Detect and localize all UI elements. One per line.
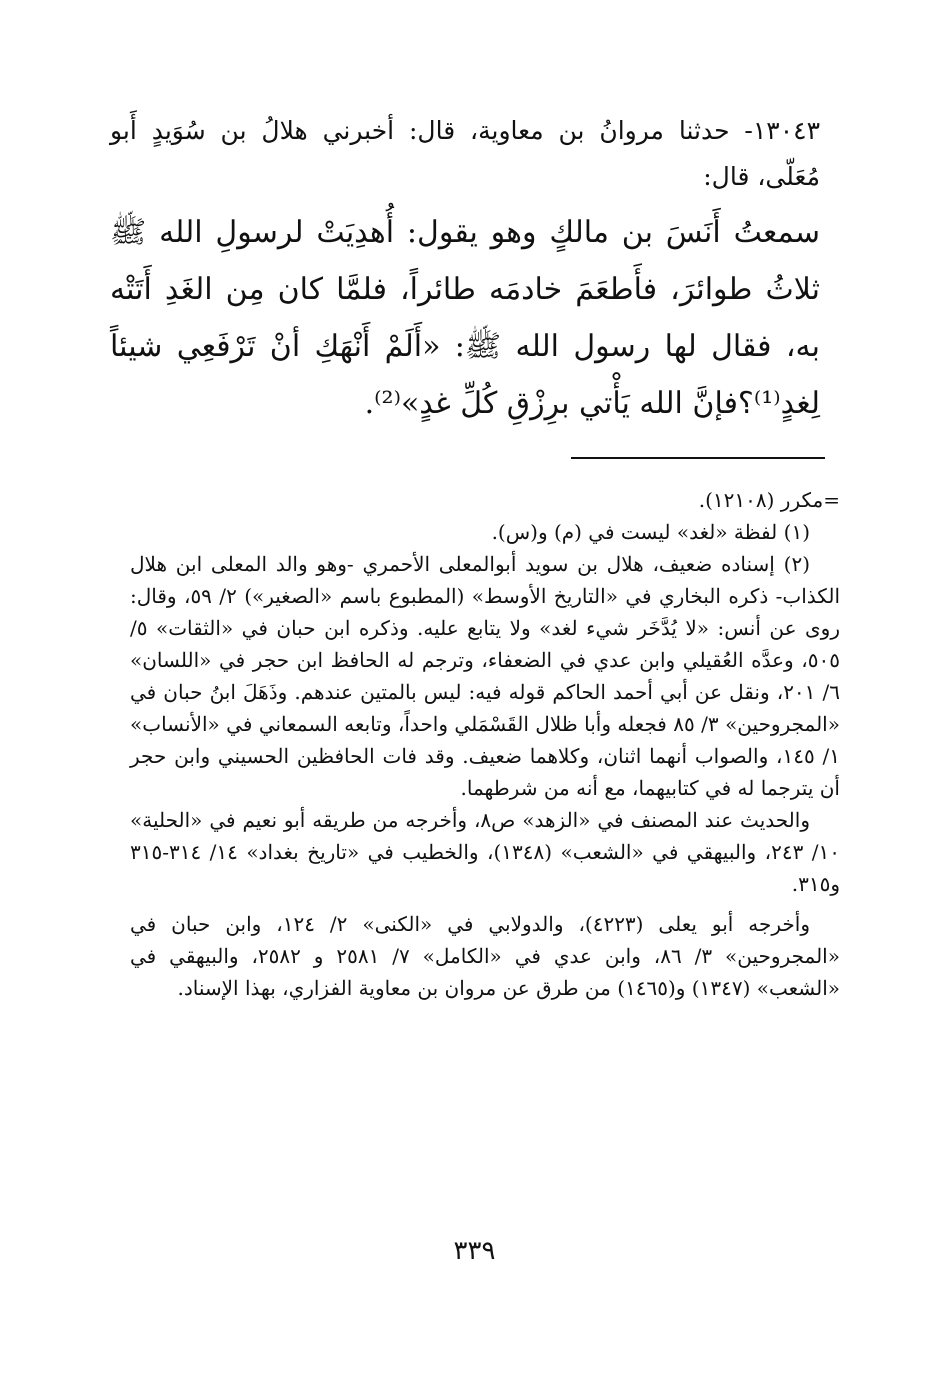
footnote-continuation: =مكرر (١٢١٠٨). [698, 488, 840, 512]
footnote-1: (١) لفظة «لغد» ليست في (م) و(س). [491, 520, 810, 544]
footnotes [130, 484, 840, 1004]
page-number: ٣٣٩ [453, 1236, 496, 1266]
hadith-text: سمعتُ أَنَسَ بن مالكٍ وهو يقول: أُهدِيَتْ لرسولِ الله ﷺ ثلاثُ طوائرَ، فأَطعَمَ خادمَه طائراً، فلمَّا كان مِن الغَدِ أَتَتْه به، فقال لها رسول الله ﷺ: «أَلَمْ أَنْهَكِ أنْ تَرْفَعِي شيئاً لِغدٍ⁽¹⁾؟فإنَّ الله يَأْتي برِزْقِ كُلِّ غدٍ»⁽²⁾. [110, 215, 820, 421]
footnote-2-further-sources: وأخرجه أبو يعلى (٤٢٢٣)، والدولابي في «الكنى» ٢/ ١٢٤، وابن حبان في «المجروحين» ٣/ ٨٦، وابن عدي في «الكامل» ٧/ ٢٥٨١ و ٢٥٨٢، والبيهقي في «الشعب» (١٣٤٧) و(١٤٦٥) من طرق عن مروان بن معاوية الفزاري، بهذا الإسناد. [130, 912, 840, 1000]
footnote-2: (٢) إسناده ضعيف، هلال بن سويد أبوالمعلى الأحمري -وهو والد المعلى ابن هلال الكذاب- ذكره البخاري في «التاريخ الأوسط» (المطبوع باسم «الصغير») ٢/ ٥٩، وقال: روى عن أنس: «لا يُدَّخَر شيء لغد» ولا يتابع عليه. وذكره ابن حبان في «الثقات» ٥/ ٥٠٥، وعدَّه العُقيلي وابن عدي في الضعفاء، وترجم له الحافظ ابن حجر في «اللسان» ٦/ ٢٠١، ونقل عن أبي أحمد الحاكم قوله فيه: ليس بالمتين عندهم. وذَهَلَ ابنُ حبان في «المجروحين» ٣/ ٨٥ فجعله وأبا ظلال القَسْمَلي واحداً، وتابعه السمعاني في «الأنساب» ١/ ١٤٥، والصواب أنهما اثنان، وكلاهما ضعيف. وقد فات الحافظين الحسيني وابن حجر أن يترجما له في كتابيهما، مع أنه من شرطهما. [130, 552, 840, 800]
footnote-separator [571, 457, 825, 459]
hadith-chain-of-narration: ١٣٠٤٣- حدثنا مروانُ بن معاوية، قال: أخبرني هلالُ بن سُوَيدٍ أَبو مُعَلّى، قال: [110, 116, 821, 191]
footnote-2-hadith-sources: والحديث عند المصنف في «الزهد» ص٨، وأخرجه من طريقه أبو نعيم في «الحلية» ١٠/ ٢٤٣، والبيهقي في «الشعب» (١٣٤٨)، والخطيب في «تاريخ بغداد» ١٤/ ٣١٤-٣١٥ و٣١٥. [130, 808, 840, 896]
